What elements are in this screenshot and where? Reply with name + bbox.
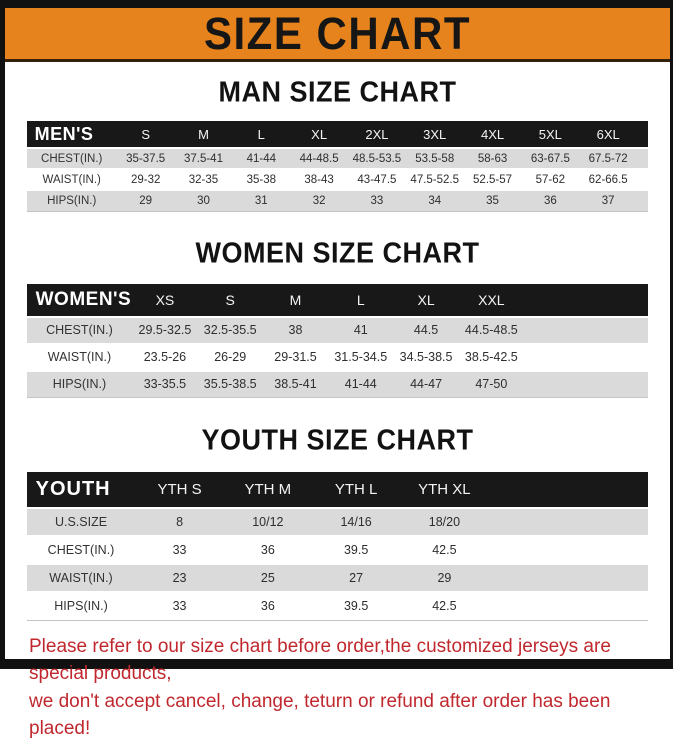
- measurement-value: 33-35.5: [132, 371, 197, 398]
- table-row: [27, 371, 649, 398]
- section-men: [5, 77, 670, 212]
- measurement-value: 42.5: [400, 536, 488, 564]
- table-row: [27, 148, 649, 169]
- table-row: [27, 564, 649, 592]
- measurement-value: 57-62: [521, 169, 579, 190]
- section-women: [5, 238, 670, 399]
- measurement-value: 29: [400, 564, 488, 592]
- measurement-value: 41-44: [328, 371, 393, 398]
- measurement-value: 32: [290, 190, 348, 211]
- measurement-value: 27: [312, 564, 400, 592]
- table-row: [27, 592, 649, 620]
- men-size-table: [27, 121, 649, 212]
- measurement-value: 26-29: [198, 344, 263, 371]
- measurement-label: HIPS(IN.): [27, 190, 117, 211]
- measurement-value: 38-43: [290, 169, 348, 190]
- measurement-value: 36: [521, 190, 579, 211]
- measurement-value: 35-38: [232, 169, 290, 190]
- measurement-value: 31: [232, 190, 290, 211]
- measurement-value: 18/20: [400, 508, 488, 536]
- row-filler-cell: [524, 371, 648, 398]
- measurement-value: 31.5-34.5: [328, 344, 393, 371]
- table-corner-label: MEN'S: [27, 121, 117, 148]
- header-filler-cell: [524, 284, 648, 317]
- table-row: [27, 190, 649, 211]
- header-filler-cell: [637, 121, 648, 148]
- row-filler-cell: [524, 344, 648, 371]
- measurement-value: 35-37.5: [117, 148, 175, 169]
- measurement-value: 33: [135, 536, 223, 564]
- measurement-value: 33: [348, 190, 406, 211]
- size-column-header: XS: [132, 284, 197, 317]
- size-chart-page: [5, 8, 670, 743]
- measurement-value: 52.5-57: [464, 169, 522, 190]
- size-column-header: S: [117, 121, 175, 148]
- measurement-value: 23: [135, 564, 223, 592]
- size-column-header: XL: [393, 284, 458, 317]
- row-filler-cell: [637, 169, 648, 190]
- measurement-label: U.S.SIZE: [27, 508, 136, 536]
- size-column-header: L: [232, 121, 290, 148]
- row-filler-cell: [637, 148, 648, 169]
- measurement-value: 44.5-48.5: [459, 317, 524, 344]
- size-column-header: YTH XL: [400, 472, 488, 508]
- size-header-row: [27, 284, 649, 317]
- table-corner-label: WOMEN'S: [27, 284, 133, 317]
- measurement-label: WAIST(IN.): [27, 344, 133, 371]
- table-corner-label: YOUTH: [27, 472, 136, 508]
- measurement-value: 34.5-38.5: [393, 344, 458, 371]
- page-title: SIZE CHART: [204, 7, 471, 59]
- measurement-label: CHEST(IN.): [27, 317, 133, 344]
- measurement-value: 33: [135, 592, 223, 620]
- measurement-value: 32.5-35.5: [198, 317, 263, 344]
- size-column-header: 2XL: [348, 121, 406, 148]
- measurement-value: 47-50: [459, 371, 524, 398]
- measurement-value: 37.5-41: [175, 148, 233, 169]
- measurement-value: 36: [224, 592, 312, 620]
- measurement-value: 29-32: [117, 169, 175, 190]
- size-column-header: YTH L: [312, 472, 400, 508]
- measurement-value: 53.5-58: [406, 148, 464, 169]
- size-column-header: XXL: [459, 284, 524, 317]
- women-section-heading: WOMEN SIZE CHART: [195, 236, 480, 269]
- measurement-value: 67.5-72: [579, 148, 637, 169]
- measurement-value: 14/16: [312, 508, 400, 536]
- size-column-header: 4XL: [464, 121, 522, 148]
- measurement-label: CHEST(IN.): [27, 536, 136, 564]
- measurement-value: 25: [224, 564, 312, 592]
- measurement-value: 29.5-32.5: [132, 317, 197, 344]
- men-section-heading: MAN SIZE CHART: [218, 76, 457, 108]
- size-column-header: 3XL: [406, 121, 464, 148]
- table-row: [27, 317, 649, 344]
- size-column-header: L: [328, 284, 393, 317]
- size-header-row: [27, 472, 649, 508]
- measurement-value: 8: [135, 508, 223, 536]
- measurement-value: 37: [579, 190, 637, 211]
- disclaimer: [29, 633, 670, 743]
- table-row: [27, 344, 649, 371]
- measurement-value: 39.5: [312, 536, 400, 564]
- measurement-value: 44-47: [393, 371, 458, 398]
- measurement-label: CHEST(IN.): [27, 148, 117, 169]
- measurement-value: 43-47.5: [348, 169, 406, 190]
- measurement-value: 38.5-42.5: [459, 344, 524, 371]
- size-column-header: 5XL: [521, 121, 579, 148]
- measurement-value: 41-44: [232, 148, 290, 169]
- disclaimer-line-1: Please refer to our size chart before order,the customized jerseys are special products,: [29, 635, 611, 685]
- measurement-value: 29-31.5: [263, 344, 328, 371]
- size-column-header: YTH M: [224, 472, 312, 508]
- size-column-header: S: [198, 284, 263, 317]
- row-filler-cell: [489, 592, 649, 620]
- measurement-value: 62-66.5: [579, 169, 637, 190]
- youth-size-table: [27, 472, 649, 621]
- measurement-value: 23.5-26: [132, 344, 197, 371]
- measurement-value: 35: [464, 190, 522, 211]
- measurement-value: 35.5-38.5: [198, 371, 263, 398]
- disclaimer-line-2: we don't accept cancel, change, teturn or refund after order has been placed!: [29, 690, 611, 740]
- measurement-value: 63-67.5: [521, 148, 579, 169]
- banner: [5, 8, 670, 62]
- table-row: [27, 536, 649, 564]
- measurement-label: HIPS(IN.): [27, 371, 133, 398]
- size-column-header: M: [175, 121, 233, 148]
- measurement-value: 39.5: [312, 592, 400, 620]
- size-column-header: M: [263, 284, 328, 317]
- measurement-value: 30: [175, 190, 233, 211]
- measurement-label: WAIST(IN.): [27, 564, 136, 592]
- row-filler-cell: [489, 564, 649, 592]
- measurement-value: 32-35: [175, 169, 233, 190]
- measurement-value: 58-63: [464, 148, 522, 169]
- row-filler-cell: [524, 317, 648, 344]
- measurement-value: 38: [263, 317, 328, 344]
- table-row: [27, 508, 649, 536]
- measurement-value: 42.5: [400, 592, 488, 620]
- measurement-value: 36: [224, 536, 312, 564]
- size-column-header: XL: [290, 121, 348, 148]
- measurement-label: WAIST(IN.): [27, 169, 117, 190]
- row-filler-cell: [637, 190, 648, 211]
- measurement-value: 10/12: [224, 508, 312, 536]
- youth-section-heading: YOUTH SIZE CHART: [201, 424, 474, 456]
- measurement-value: 38.5-41: [263, 371, 328, 398]
- row-filler-cell: [489, 536, 649, 564]
- size-header-row: [27, 121, 649, 148]
- measurement-value: 34: [406, 190, 464, 211]
- measurement-value: 29: [117, 190, 175, 211]
- section-youth: [5, 425, 670, 621]
- row-filler-cell: [489, 508, 649, 536]
- size-column-header: YTH S: [135, 472, 223, 508]
- header-filler-cell: [489, 472, 649, 508]
- women-size-table: [27, 284, 649, 399]
- table-row: [27, 169, 649, 190]
- measurement-value: 47.5-52.5: [406, 169, 464, 190]
- size-column-header: 6XL: [579, 121, 637, 148]
- measurement-value: 41: [328, 317, 393, 344]
- measurement-value: 44.5: [393, 317, 458, 344]
- measurement-value: 48.5-53.5: [348, 148, 406, 169]
- measurement-label: HIPS(IN.): [27, 592, 136, 620]
- measurement-value: 44-48.5: [290, 148, 348, 169]
